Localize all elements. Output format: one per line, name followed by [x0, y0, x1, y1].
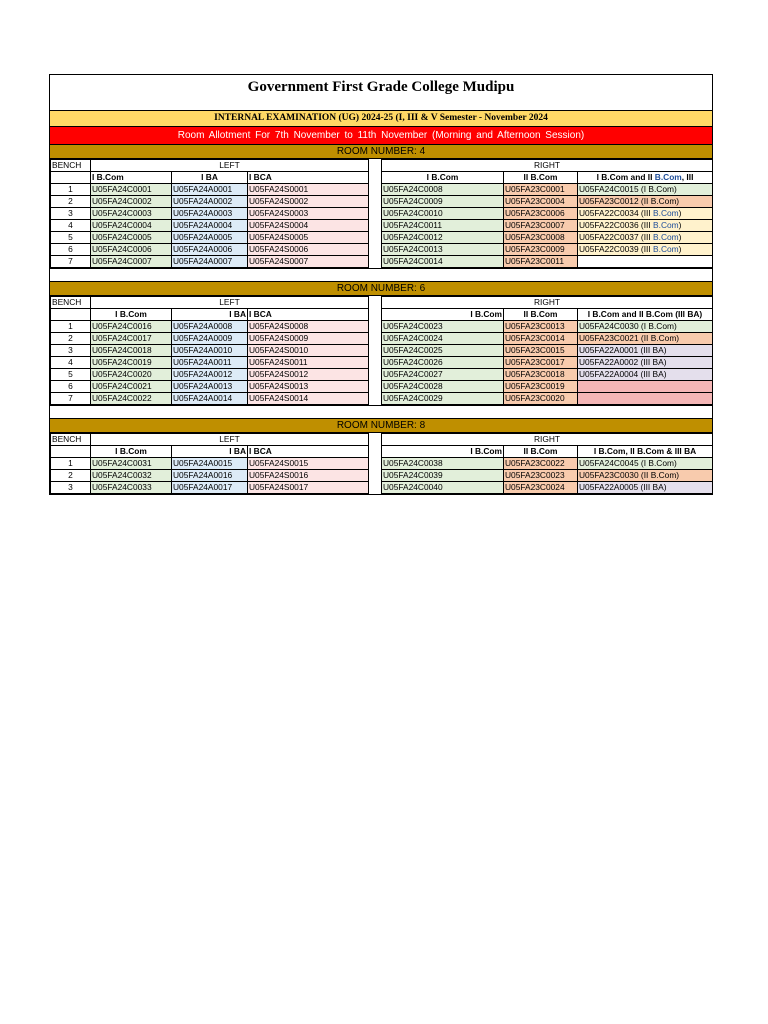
register-number: U05FA24S0002	[248, 196, 369, 208]
register-number: U05FA24C0040	[382, 482, 504, 494]
register-number: U05FA23C0022	[504, 458, 578, 470]
register-number: U05FA24A0010	[172, 345, 248, 357]
bench-number: 4	[51, 220, 91, 232]
mixed-register-number	[578, 393, 713, 405]
register-number: U05FA24C0007	[91, 256, 172, 268]
class-header: I B.Com and II B.Com (III BA)	[578, 309, 713, 321]
room-spacer	[50, 268, 712, 281]
bench-header: BENCH	[51, 434, 91, 446]
register-number: U05FA24C0039	[382, 470, 504, 482]
register-number: U05FA24C0026	[382, 357, 504, 369]
register-number: U05FA24C0032	[91, 470, 172, 482]
class-header: I B.Com	[382, 172, 504, 184]
column-gap	[369, 482, 382, 494]
register-number: U05FA24S0012	[248, 369, 369, 381]
mixed-register-number: U05FA22A0005 (III BA)	[578, 482, 713, 494]
allotment-sheet	[49, 74, 713, 495]
class-header: I BA	[172, 172, 248, 184]
register-number: U05FA23C0014	[504, 333, 578, 345]
column-gap	[369, 470, 382, 482]
bench-subheader	[51, 309, 91, 321]
bench-number: 3	[51, 208, 91, 220]
register-number: U05FA24C0010	[382, 208, 504, 220]
column-gap	[369, 184, 382, 196]
register-number: U05FA24A0012	[172, 369, 248, 381]
right-header: RIGHT	[382, 434, 713, 446]
class-header: I BCA	[248, 309, 369, 321]
bench-row	[51, 196, 713, 208]
register-number: U05FA24S0006	[248, 244, 369, 256]
room-table	[50, 159, 713, 268]
bench-number: 6	[51, 244, 91, 256]
register-number: U05FA24S0004	[248, 220, 369, 232]
room-spacer	[50, 405, 712, 418]
register-number: U05FA24C0006	[91, 244, 172, 256]
register-number: U05FA24C0018	[91, 345, 172, 357]
register-number: U05FA24C0002	[91, 196, 172, 208]
column-gap	[369, 232, 382, 244]
left-header: LEFT	[91, 297, 369, 309]
register-number: U05FA23C0008	[504, 232, 578, 244]
bench-number: 5	[51, 232, 91, 244]
column-gap	[369, 446, 382, 458]
register-number: U05FA24C0025	[382, 345, 504, 357]
register-number: U05FA24A0013	[172, 381, 248, 393]
register-number: U05FA23C0009	[504, 244, 578, 256]
register-number: U05FA23C0011	[504, 256, 578, 268]
bench-row	[51, 458, 713, 470]
register-number: U05FA23C0017	[504, 357, 578, 369]
column-gap	[369, 321, 382, 333]
bench-subheader	[51, 446, 91, 458]
register-number: U05FA24C0008	[382, 184, 504, 196]
bench-row	[51, 357, 713, 369]
class-header: II B.Com	[504, 172, 578, 184]
mixed-register-number: U05FA22A0004 (III BA)	[578, 369, 713, 381]
register-number: U05FA24A0017	[172, 482, 248, 494]
mixed-register-number: U05FA23C0012 (II B.Com)	[578, 196, 713, 208]
register-number: U05FA23C0024	[504, 482, 578, 494]
bench-row	[51, 220, 713, 232]
register-number: U05FA24S0017	[248, 482, 369, 494]
left-header: LEFT	[91, 160, 369, 172]
register-number: U05FA24A0001	[172, 184, 248, 196]
register-number: U05FA23C0013	[504, 321, 578, 333]
column-gap	[369, 309, 382, 321]
bench-row	[51, 381, 713, 393]
class-header: I BCA	[248, 446, 369, 458]
register-number: U05FA24A0011	[172, 357, 248, 369]
register-number: U05FA24C0014	[382, 256, 504, 268]
mixed-register-number: U05FA23C0030 (II B.Com)	[578, 470, 713, 482]
register-number: U05FA24C0024	[382, 333, 504, 345]
bench-row	[51, 369, 713, 381]
right-header: RIGHT	[382, 297, 713, 309]
bench-number: 4	[51, 357, 91, 369]
register-number: U05FA24C0003	[91, 208, 172, 220]
register-number: U05FA23C0023	[504, 470, 578, 482]
mixed-register-number: U05FA24C0015 (I B.Com)	[578, 184, 713, 196]
register-number: U05FA24A0009	[172, 333, 248, 345]
class-header: II B.Com	[504, 446, 578, 458]
register-number: U05FA24C0019	[91, 357, 172, 369]
column-gap	[369, 196, 382, 208]
column-gap	[369, 256, 382, 268]
register-number: U05FA23C0019	[504, 381, 578, 393]
class-header: II B.Com	[504, 309, 578, 321]
class-header: I B.Com	[91, 309, 172, 321]
bench-row	[51, 482, 713, 494]
bench-row	[51, 232, 713, 244]
bench-row	[51, 321, 713, 333]
register-number: U05FA24C0013	[382, 244, 504, 256]
mixed-register-number: U05FA22A0001 (III BA)	[578, 345, 713, 357]
register-number: U05FA24S0010	[248, 345, 369, 357]
register-number: U05FA23C0001	[504, 184, 578, 196]
bench-header: BENCH	[51, 297, 91, 309]
register-number: U05FA24C0022	[91, 393, 172, 405]
bench-row	[51, 345, 713, 357]
register-number: U05FA24C0012	[382, 232, 504, 244]
register-number: U05FA24C0021	[91, 381, 172, 393]
room-title: ROOM NUMBER: 8	[50, 418, 712, 433]
register-number: U05FA24A0005	[172, 232, 248, 244]
register-number: U05FA23C0015	[504, 345, 578, 357]
register-number: U05FA24A0007	[172, 256, 248, 268]
register-number: U05FA24A0016	[172, 470, 248, 482]
register-number: U05FA23C0007	[504, 220, 578, 232]
bench-number: 7	[51, 256, 91, 268]
bench-number: 2	[51, 333, 91, 345]
register-number: U05FA24A0002	[172, 196, 248, 208]
room-title: ROOM NUMBER: 4	[50, 144, 712, 159]
bench-header: BENCH	[51, 160, 91, 172]
column-gap	[369, 369, 382, 381]
column-gap	[369, 393, 382, 405]
bench-number: 5	[51, 369, 91, 381]
register-number: U05FA24C0029	[382, 393, 504, 405]
class-header: I B.Com, II B.Com & III BA	[578, 446, 713, 458]
mixed-register-number	[578, 256, 713, 268]
mixed-register-number: U05FA23C0021 (II B.Com)	[578, 333, 713, 345]
register-number: U05FA24S0013	[248, 381, 369, 393]
register-number: U05FA24S0001	[248, 184, 369, 196]
room-title: ROOM NUMBER: 6	[50, 281, 712, 296]
class-header: I BCA	[248, 172, 369, 184]
register-number: U05FA24S0014	[248, 393, 369, 405]
register-number: U05FA24S0009	[248, 333, 369, 345]
register-number: U05FA23C0006	[504, 208, 578, 220]
bench-number: 3	[51, 482, 91, 494]
college-title: Government First Grade College Mudipu	[50, 75, 712, 111]
bench-row	[51, 393, 713, 405]
column-gap	[369, 244, 382, 256]
bench-row	[51, 470, 713, 482]
register-number: U05FA24C0028	[382, 381, 504, 393]
register-number: U05FA24A0006	[172, 244, 248, 256]
register-number: U05FA23C0018	[504, 369, 578, 381]
bench-number: 1	[51, 321, 91, 333]
bench-number: 2	[51, 196, 91, 208]
room-table	[50, 296, 713, 405]
register-number: U05FA23C0004	[504, 196, 578, 208]
mixed-register-number: U05FA22A0002 (III BA)	[578, 357, 713, 369]
column-gap	[369, 458, 382, 470]
exam-title: INTERNAL EXAMINATION (UG) 2024-25 (I, III & V Semester - November 2024	[50, 111, 712, 127]
mixed-register-number	[578, 381, 713, 393]
mixed-register-number: U05FA22C0034 (III B.Com)	[578, 208, 713, 220]
register-number: U05FA24C0020	[91, 369, 172, 381]
column-gap	[369, 220, 382, 232]
register-number: U05FA24C0005	[91, 232, 172, 244]
register-number: U05FA24C0038	[382, 458, 504, 470]
register-number: U05FA24C0027	[382, 369, 504, 381]
class-header: I B.Com	[91, 172, 172, 184]
register-number: U05FA24C0011	[382, 220, 504, 232]
column-gap	[369, 434, 382, 446]
class-header: I B.Com	[91, 446, 172, 458]
register-number: U05FA24S0003	[248, 208, 369, 220]
mixed-register-number: U05FA24C0030 (I B.Com)	[578, 321, 713, 333]
register-number: U05FA24S0005	[248, 232, 369, 244]
bench-number: 7	[51, 393, 91, 405]
bench-row	[51, 244, 713, 256]
class-header: I B.Com and II B.Com, III	[578, 172, 713, 184]
mixed-register-number: U05FA24C0045 (I B.Com)	[578, 458, 713, 470]
mixed-register-number: U05FA22C0037 (III B.Com)	[578, 232, 713, 244]
bench-row	[51, 184, 713, 196]
bench-number: 2	[51, 470, 91, 482]
register-number: U05FA24S0011	[248, 357, 369, 369]
bench-number: 3	[51, 345, 91, 357]
class-header: I B.Com	[382, 446, 504, 458]
class-header: I BA	[172, 309, 248, 321]
register-number: U05FA24C0031	[91, 458, 172, 470]
register-number: U05FA24S0007	[248, 256, 369, 268]
rooms-container	[50, 144, 712, 494]
register-number: U05FA24C0016	[91, 321, 172, 333]
register-number: U05FA24A0003	[172, 208, 248, 220]
column-gap	[369, 172, 382, 184]
column-gap	[369, 333, 382, 345]
register-number: U05FA24C0023	[382, 321, 504, 333]
register-number: U05FA24S0015	[248, 458, 369, 470]
register-number: U05FA24A0014	[172, 393, 248, 405]
register-number: U05FA24A0004	[172, 220, 248, 232]
register-number: U05FA24C0004	[91, 220, 172, 232]
column-gap	[369, 297, 382, 309]
register-number: U05FA24A0008	[172, 321, 248, 333]
bench-row	[51, 333, 713, 345]
column-gap	[369, 345, 382, 357]
column-gap	[369, 357, 382, 369]
bench-number: 1	[51, 458, 91, 470]
column-gap	[369, 160, 382, 172]
session-banner: Room Allotment For 7th November to 11th November (Morning and Afternoon Session)	[50, 127, 712, 144]
mixed-register-number: U05FA22C0036 (III B.Com)	[578, 220, 713, 232]
register-number: U05FA23C0020	[504, 393, 578, 405]
left-header: LEFT	[91, 434, 369, 446]
bench-subheader	[51, 172, 91, 184]
room-table	[50, 433, 713, 494]
bench-number: 6	[51, 381, 91, 393]
register-number: U05FA24C0001	[91, 184, 172, 196]
register-number: U05FA24S0016	[248, 470, 369, 482]
column-gap	[369, 208, 382, 220]
register-number: U05FA24S0008	[248, 321, 369, 333]
bench-row	[51, 208, 713, 220]
bench-row	[51, 256, 713, 268]
class-header: I BA	[172, 446, 248, 458]
register-number: U05FA24A0015	[172, 458, 248, 470]
register-number: U05FA24C0009	[382, 196, 504, 208]
register-number: U05FA24C0017	[91, 333, 172, 345]
bench-number: 1	[51, 184, 91, 196]
register-number: U05FA24C0033	[91, 482, 172, 494]
class-header: I B.Com	[382, 309, 504, 321]
mixed-register-number: U05FA22C0039 (III B.Com)	[578, 244, 713, 256]
right-header: RIGHT	[382, 160, 713, 172]
column-gap	[369, 381, 382, 393]
